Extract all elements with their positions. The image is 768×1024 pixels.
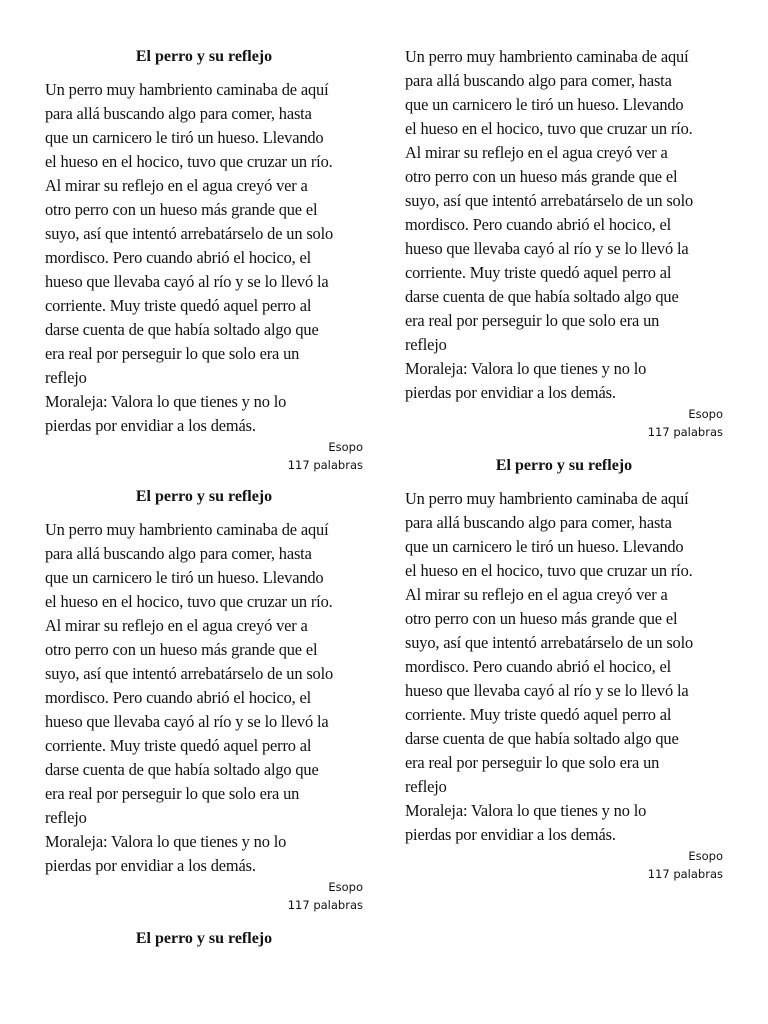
story-line: otro perro con un hueso más grande que el — [405, 609, 678, 628]
story-line: corriente. Muy triste quedó aquel perro al — [405, 705, 672, 724]
story-line: pierdas por envidiar a los demás. — [405, 825, 616, 844]
story-line: Moraleja: Valora lo que tienes y no lo — [45, 392, 287, 411]
story-line: Un perro muy hambriento caminaba de aquí — [45, 80, 329, 99]
story-line: que un carnicero le tiró un hueso. Llevando — [405, 537, 684, 556]
story-line: Moraleja: Valora lo que tienes y no lo — [405, 359, 647, 378]
story-line: suyo, así que intentó arrebatárselo de un solo — [405, 633, 694, 652]
story-line: mordisco. Pero cuando abrió el hocico, el — [405, 215, 672, 234]
story-meta — [45, 438, 363, 474]
story-line: Al mirar su reflejo en el agua creyó ver a — [405, 585, 668, 604]
story-line: era real por perseguir lo que solo era un — [405, 753, 660, 772]
story-line: darse cuenta de que había soltado algo que — [405, 287, 679, 306]
story-line: mordisco. Pero cuando abrió el hocico, el — [45, 688, 312, 707]
story-line: otro perro con un hueso más grande que el — [45, 640, 318, 659]
story-body — [45, 518, 363, 878]
story-title: El perro y su reflejo — [135, 930, 273, 947]
story-line: que un carnicero le tiró un hueso. Llevando — [45, 568, 324, 587]
story-line: Al mirar su reflejo en el agua creyó ver a — [45, 616, 308, 635]
story-card — [45, 928, 363, 950]
story-line: reflejo — [405, 335, 447, 354]
story-line: darse cuenta de que había soltado algo que — [405, 729, 679, 748]
story-line: que un carnicero le tiró un hueso. Llevando — [405, 95, 684, 114]
story-line: otro perro con un hueso más grande que el — [45, 200, 318, 219]
story-line: Un perro muy hambriento caminaba de aquí — [405, 489, 689, 508]
story-line: era real por perseguir lo que solo era un — [45, 784, 300, 803]
story-card-continued — [405, 45, 723, 441]
story-line: mordisco. Pero cuando abrió el hocico, el — [45, 248, 312, 267]
story-meta — [405, 847, 723, 883]
story-line: Al mirar su reflejo en el agua creyó ver a — [45, 176, 308, 195]
story-line: pierdas por envidiar a los demás. — [405, 383, 616, 402]
story-line: era real por perseguir lo que solo era un — [45, 344, 300, 363]
story-card — [405, 455, 723, 883]
story-line: otro perro con un hueso más grande que el — [405, 167, 678, 186]
story-body — [45, 78, 363, 438]
story-meta — [45, 878, 363, 914]
story-line: Moraleja: Valora lo que tienes y no lo — [405, 801, 647, 820]
story-line: el hueso en el hocico, tuvo que cruzar un río. — [405, 561, 693, 580]
story-line: Un perro muy hambriento caminaba de aquí — [45, 520, 329, 539]
story-line: el hueso en el hocico, tuvo que cruzar un río. — [45, 592, 333, 611]
story-body — [405, 487, 723, 847]
story-line: corriente. Muy triste quedó aquel perro al — [45, 296, 312, 315]
story-line: el hueso en el hocico, tuvo que cruzar un río. — [405, 119, 693, 138]
story-line: Al mirar su reflejo en el agua creyó ver a — [405, 143, 668, 162]
story-line: reflejo — [405, 777, 447, 796]
story-line: para allá buscando algo para comer, hasta — [45, 544, 312, 563]
author-name: Esopo — [688, 849, 723, 863]
story-line: Un perro muy hambriento caminaba de aquí — [405, 47, 689, 66]
story-line: Moraleja: Valora lo que tienes y no lo — [45, 832, 287, 851]
story-line: corriente. Muy triste quedó aquel perro al — [405, 263, 672, 282]
story-line: hueso que llevaba cayó al río y se lo llevó la — [45, 272, 329, 291]
story-line: reflejo — [45, 368, 87, 387]
story-line: que un carnicero le tiró un hueso. Llevando — [45, 128, 324, 147]
story-line: para allá buscando algo para comer, hasta — [45, 104, 312, 123]
story-line: hueso que llevaba cayó al río y se lo llevó la — [405, 681, 689, 700]
story-line: suyo, así que intentó arrebatárselo de un solo — [405, 191, 694, 210]
story-line: reflejo — [45, 808, 87, 827]
story-meta — [405, 405, 723, 441]
story-body — [405, 45, 723, 405]
story-line: el hueso en el hocico, tuvo que cruzar un río. — [45, 152, 333, 171]
story-line: era real por perseguir lo que solo era un — [405, 311, 660, 330]
story-line: pierdas por envidiar a los demás. — [45, 856, 256, 875]
story-title: El perro y su reflejo — [495, 457, 633, 474]
story-line: darse cuenta de que había soltado algo que — [45, 760, 319, 779]
story-line: suyo, así que intentó arrebatárselo de un solo — [45, 224, 334, 243]
word-count: 117 palabras — [287, 458, 363, 472]
story-line: corriente. Muy triste quedó aquel perro al — [45, 736, 312, 755]
story-line: pierdas por envidiar a los demás. — [45, 416, 256, 435]
word-count: 117 palabras — [647, 867, 723, 881]
story-title: El perro y su reflejo — [135, 48, 273, 65]
author-name: Esopo — [688, 407, 723, 421]
story-line: hueso que llevaba cayó al río y se lo llevó la — [405, 239, 689, 258]
story-card — [45, 486, 363, 914]
story-line: para allá buscando algo para comer, hasta — [405, 513, 672, 532]
story-card — [45, 46, 363, 474]
word-count: 117 palabras — [287, 898, 363, 912]
story-line: hueso que llevaba cayó al río y se lo llevó la — [45, 712, 329, 731]
author-name: Esopo — [328, 440, 363, 454]
word-count: 117 palabras — [647, 425, 723, 439]
story-line: para allá buscando algo para comer, hasta — [405, 71, 672, 90]
story-line: suyo, así que intentó arrebatárselo de un solo — [45, 664, 334, 683]
story-title: El perro y su reflejo — [135, 488, 273, 505]
author-name: Esopo — [328, 880, 363, 894]
story-line: darse cuenta de que había soltado algo que — [45, 320, 319, 339]
story-line: mordisco. Pero cuando abrió el hocico, el — [405, 657, 672, 676]
